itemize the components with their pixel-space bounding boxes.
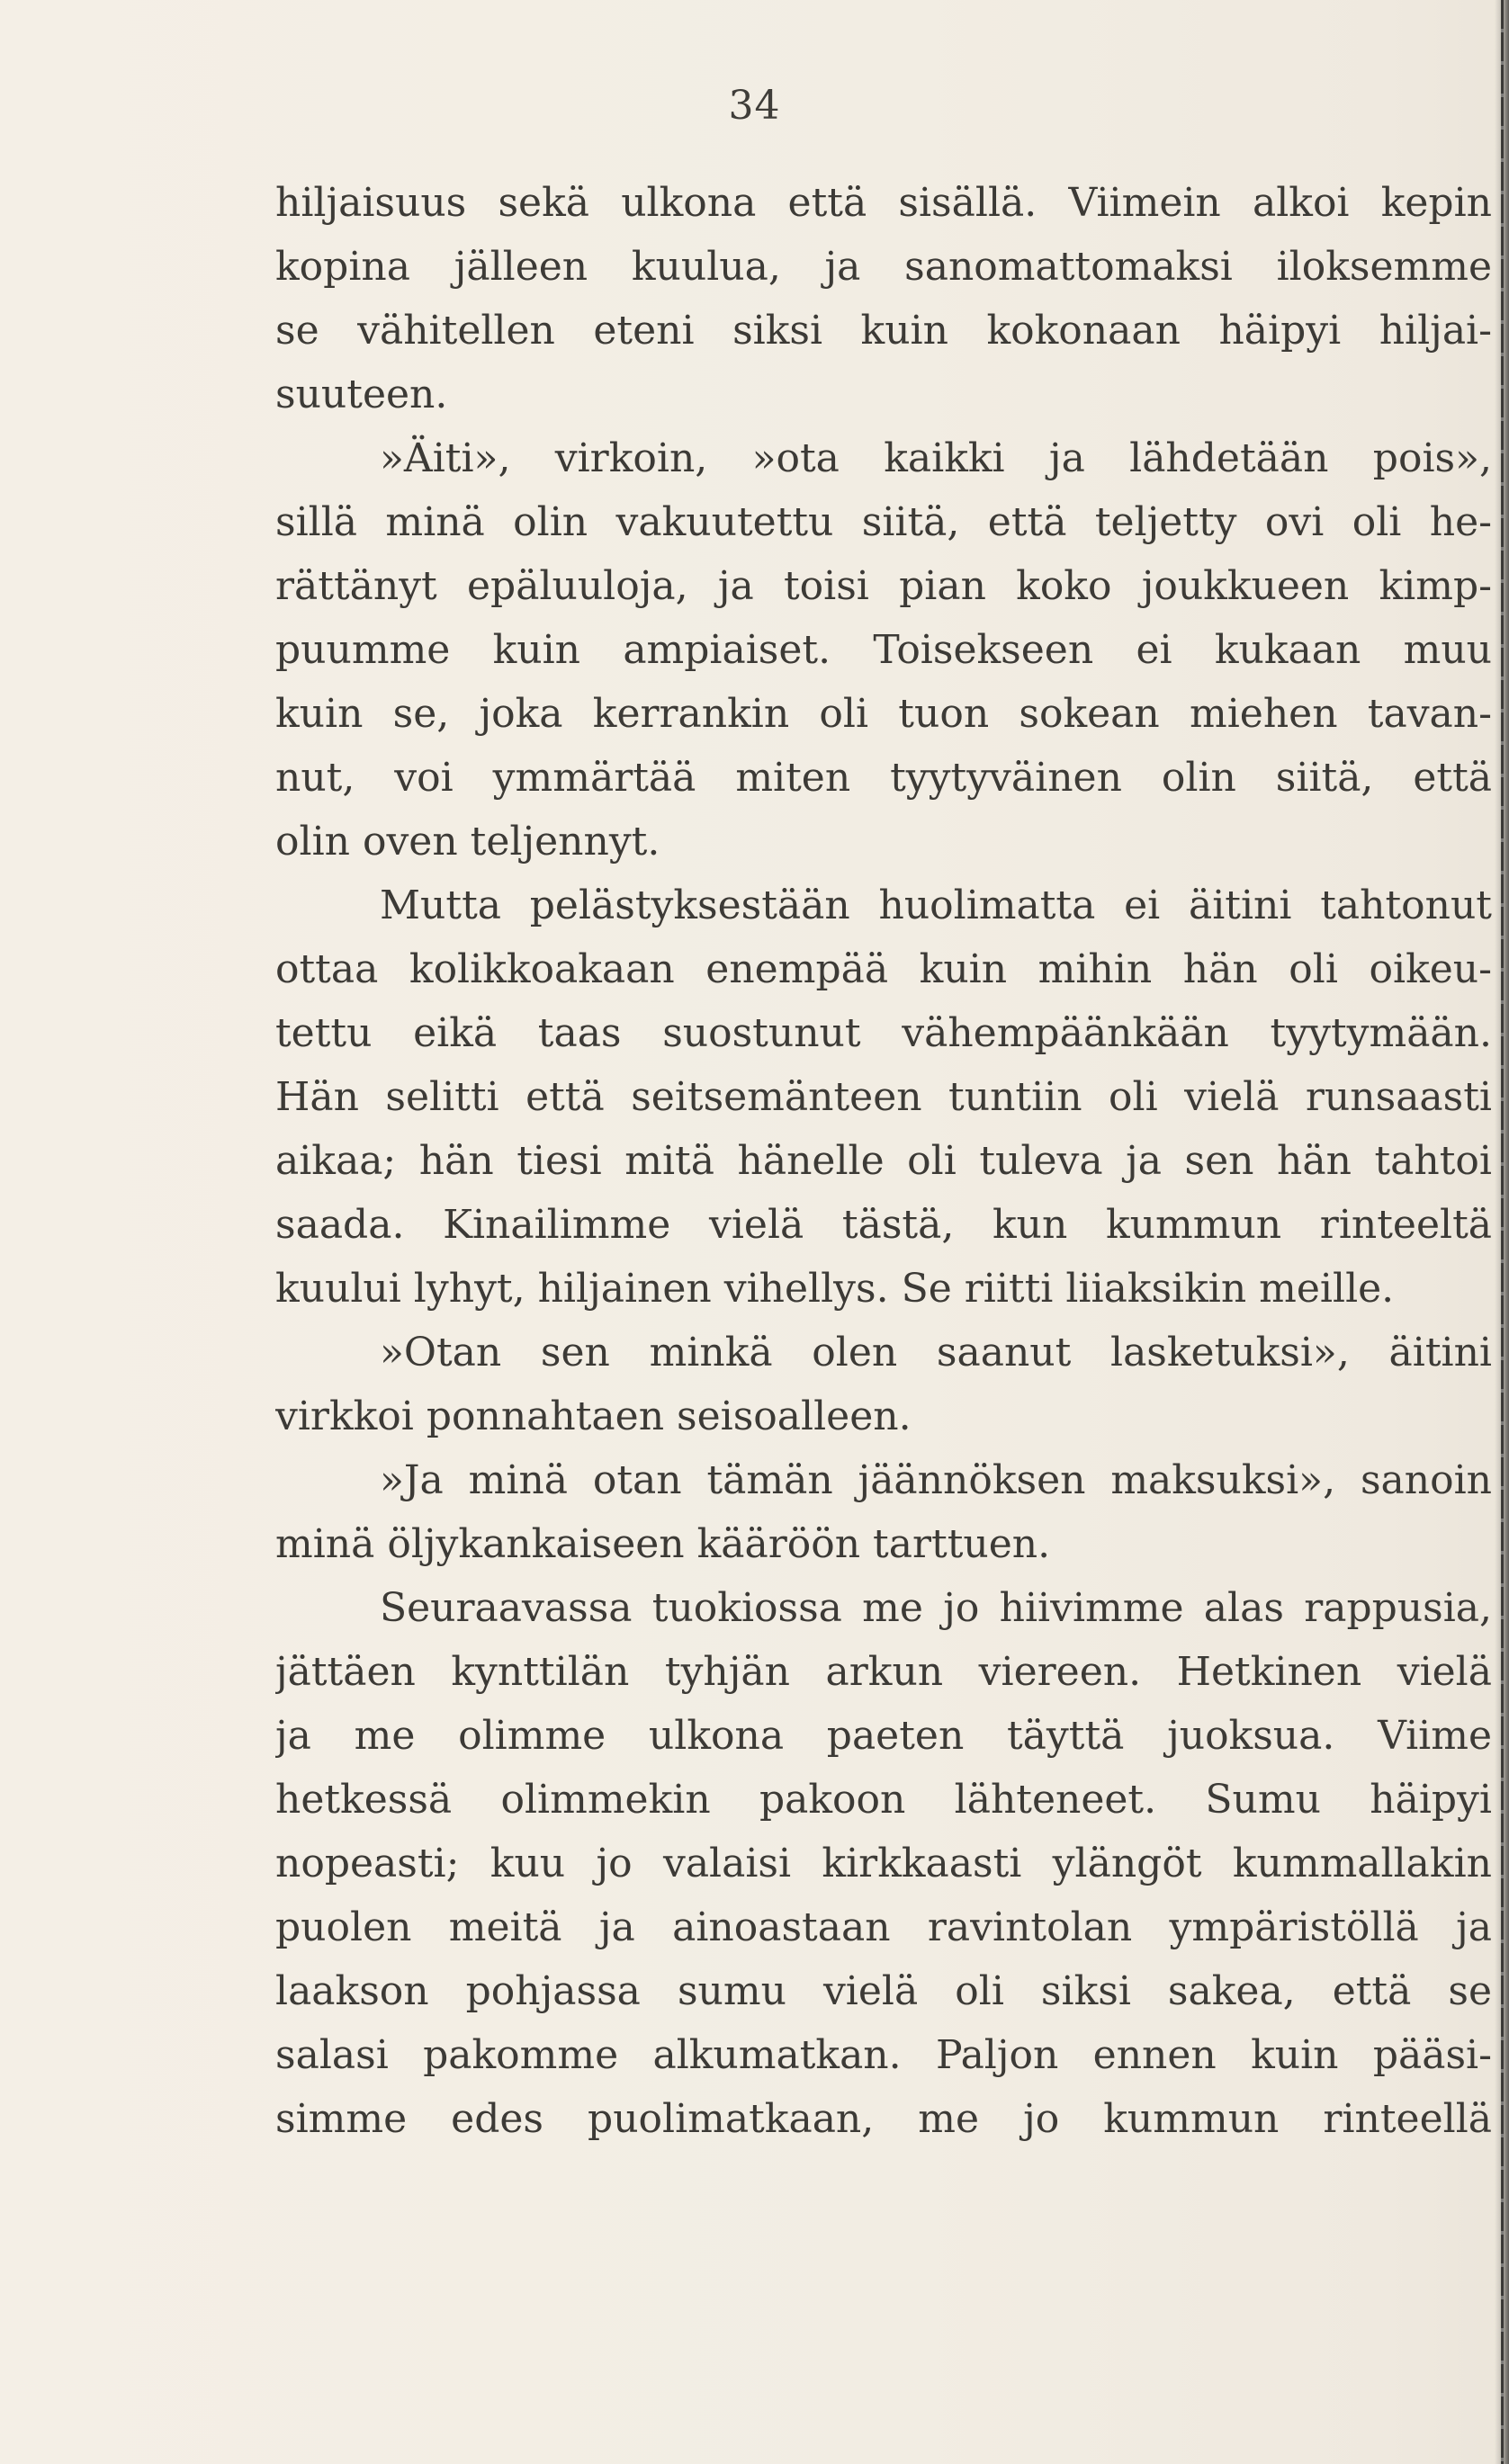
text-line: Hän selitti että seitsemänteen tuntiin oli vielä runsaasti [275, 1074, 1492, 1120]
text-line: ottaa kolikkoakaan enempää kuin mihin hän oli oikeu- [275, 946, 1492, 992]
text-line: saada. Kinailimme vielä tästä, kun kummun rinteeltä [275, 1202, 1492, 1248]
text-line: suuteen. [275, 372, 448, 417]
text-line: »Ja minä otan tämän jäännöksen maksuksi», sanoin [380, 1457, 1492, 1503]
text-line: hetkessä olimmekin pakoon lähteneet. Sumu häipyi [275, 1777, 1492, 1823]
text-line: olin oven teljennyt. [275, 819, 660, 865]
text-line: Mutta pelästyksestään huolimatta ei äitini tahtonut [380, 883, 1492, 928]
text-line: nopeasti; kuu jo valaisi kirkkaasti ylängöt kummallakin [275, 1841, 1492, 1886]
text-line: jättäen kynttilän tyhjän arkun viereen. Hetkinen vielä [275, 1649, 1492, 1695]
text-line: laakson pohjassa sumu vielä oli siksi sakea, että se [275, 1968, 1492, 2014]
text-line: kopina jälleen kuulua, ja sanomattomaksi iloksemme [275, 244, 1492, 290]
text-line: tettu eikä taas suostunut vähempäänkään tyytymään. [275, 1010, 1492, 1056]
text-line: aikaa; hän tiesi mitä hänelle oli tuleva ja sen hän tahtoi [275, 1138, 1492, 1184]
text-line: se vähitellen eteni siksi kuin kokonaan häipyi hiljai- [275, 308, 1492, 354]
text-line: puolen meitä ja ainoastaan ravintolan ympäristöllä ja [275, 1904, 1492, 1950]
text-line: simme edes puolimatkaan, me jo kummun rinteellä [275, 2096, 1492, 2142]
text-line: rättänyt epäluuloja, ja toisi pian koko joukkueen kimp- [275, 563, 1492, 609]
text-line: kuului lyhyt, hiljainen vihellys. Se riitti liiaksikin meille. [275, 1266, 1395, 1312]
text-line: Seuraavassa tuokiossa me jo hiivimme alas rappusia, [380, 1585, 1492, 1631]
text-line: sillä minä olin vakuutettu siitä, että teljetty ovi oli he- [275, 499, 1492, 545]
text-line: nut, voi ymmärtää miten tyytyväinen olin siitä, että [275, 755, 1492, 801]
text-line: minä öljykankaiseen kääröön tarttuen. [275, 1521, 1051, 1567]
body-text [275, 171, 1492, 2151]
text-line: puumme kuin ampiaiset. Toisekseen ei kukaan muu [275, 627, 1492, 673]
text-line: »Äiti», virkoin, »ota kaikki ja lähdetään pois», [380, 435, 1492, 481]
text-line: ja me olimme ulkona paeten täyttä juoksua. Viime [275, 1713, 1492, 1759]
text-line: kuin se, joka kerrankin oli tuon sokean miehen tavan- [275, 691, 1492, 737]
page-number: 34 [728, 83, 781, 129]
text-line: salasi pakomme alkumatkan. Paljon ennen kuin pääsi- [275, 2032, 1492, 2078]
page-edge-binding [1501, 0, 1504, 2464]
text-line: »Otan sen minkä olen saanut lasketuksi», äitini [380, 1330, 1492, 1375]
text-line: hiljaisuus sekä ulkona että sisällä. Viimein alkoi kepin [275, 180, 1492, 226]
text-line: virkkoi ponnahtaen seisoalleen. [275, 1393, 912, 1439]
